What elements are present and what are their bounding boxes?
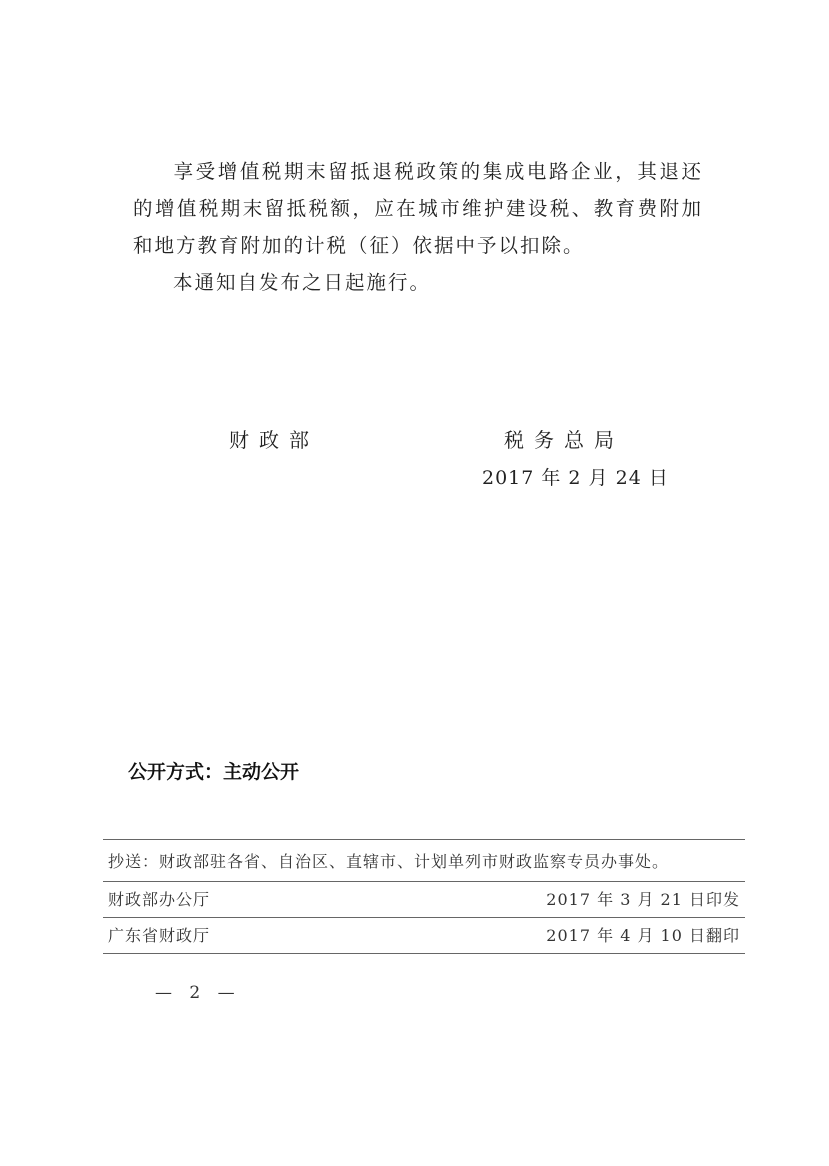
issuer-tax-administration: 税务总局 [504,428,624,452]
distribution-row-1 [108,885,740,915]
page-number: — 2 — [155,983,241,1003]
row1-date: 2017 年 3 月 21 日印发 [546,890,740,909]
divider-2 [103,917,745,918]
issuer-ministry-of-finance: 财政部 [229,428,319,452]
row1-issuer: 财政部办公厅 [108,890,211,909]
divider-top [103,839,745,840]
body-paragraph-1-text: 享受增值税期末留抵退税政策的集成电路企业，其退还的增值税期末留抵税额，应在城市维护建设税、教育费附加和地方教育附加的计税（征）依据中予以扣除。 [133,160,703,257]
body-paragraph-2-text: 本通知自发布之日起施行。 [173,271,432,294]
disclosure-mode: 公开方式：主动公开 [128,761,300,783]
issue-date: 2017 年 2 月 24 日 [482,467,669,489]
cc-text: 抄送：财政部驻各省、自治区、直辖市、计划单列市财政监察专员办事处。 [108,852,670,871]
distribution-row-2 [108,921,740,951]
divider-1 [103,881,745,882]
body-paragraph-1 [133,153,703,264]
cc-row [108,847,740,877]
divider-bottom [103,953,745,954]
row2-date: 2017 年 4 月 10 日翻印 [546,926,740,945]
body-paragraph-2 [133,264,703,301]
row2-issuer: 广东省财政厅 [108,926,211,945]
